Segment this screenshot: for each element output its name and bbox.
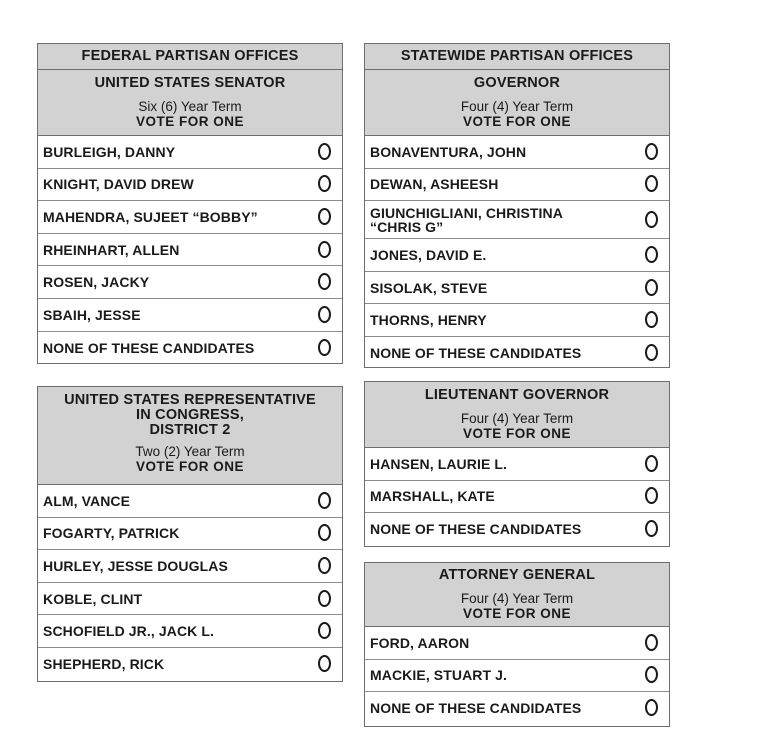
candidate-name-line: NONE OF THESE CANDIDATES — [370, 345, 582, 362]
representative-office-name-1: UNITED STATES REPRESENTATIVE — [64, 392, 316, 408]
vote-oval[interactable] — [645, 246, 658, 263]
attorney-general-candidate-list — [365, 627, 669, 725]
candidate-name — [43, 275, 183, 289]
candidate-row[interactable] — [365, 201, 669, 239]
vote-oval[interactable] — [318, 492, 331, 509]
candidate-name-line: SCHOFIELD JR., JACK L. — [43, 623, 214, 640]
attorney-general-office-name: ATTORNEY GENERAL — [438, 567, 596, 583]
lieutenant-governor-term: Four (4) Year Term — [460, 411, 574, 426]
candidate-name — [43, 526, 213, 540]
federal-senator-box — [37, 43, 343, 364]
candidate-row[interactable] — [38, 201, 342, 234]
candidate-name-line: ALM, VANCE — [43, 492, 131, 509]
candidate-name-line: HANSEN, LAURIE L. — [370, 455, 508, 472]
candidate-row[interactable] — [38, 234, 342, 267]
candidate-name — [43, 657, 198, 671]
candidate-row[interactable] — [38, 332, 342, 365]
representative-box — [37, 386, 343, 682]
vote-oval[interactable] — [318, 655, 331, 672]
candidate-name-line: SBAIH, JESSE — [43, 306, 141, 323]
governor-office-name: GOVERNOR — [473, 75, 561, 91]
senator-office-name: UNITED STATES SENATOR — [94, 75, 286, 91]
attorney-general-box — [364, 562, 670, 727]
candidate-name-line: JONES, DAVID E. — [370, 246, 487, 263]
representative-vote-instruction: VOTE FOR ONE — [135, 459, 244, 474]
candidate-name — [43, 308, 175, 322]
vote-oval[interactable] — [318, 524, 331, 541]
candidate-row[interactable] — [38, 299, 342, 332]
candidate-name — [43, 210, 292, 224]
candidate-row[interactable] — [365, 337, 669, 370]
candidate-name — [370, 701, 615, 715]
candidate-name-line: FOGARTY, PATRICK — [43, 525, 180, 542]
candidate-name-line: MARSHALL, KATE — [370, 488, 495, 505]
candidate-row[interactable] — [365, 660, 669, 693]
candidate-name-line: KNIGHT, DAVID DREW — [43, 176, 194, 193]
vote-oval[interactable] — [318, 143, 331, 160]
candidate-name — [43, 243, 213, 257]
candidate-name — [43, 592, 176, 606]
attorney-general-term: Four (4) Year Term — [460, 591, 574, 606]
vote-oval[interactable] — [645, 175, 658, 192]
vote-oval[interactable] — [318, 590, 331, 607]
candidate-row[interactable] — [365, 239, 669, 272]
candidate-name — [43, 559, 262, 573]
representative-office-name-2: IN CONGRESS, — [136, 407, 244, 423]
candidate-row[interactable] — [38, 266, 342, 299]
vote-oval[interactable] — [645, 344, 658, 361]
candidate-name-line: HURLEY, JESSE DOUGLAS — [43, 557, 228, 574]
candidate-row[interactable] — [365, 627, 669, 660]
lieutenant-governor-vote-instruction: VOTE FOR ONE — [462, 426, 571, 441]
candidate-name-line: BONAVENTURA, JOHN — [370, 143, 527, 160]
representative-candidate-list — [38, 485, 342, 681]
candidate-name — [370, 177, 532, 191]
vote-oval[interactable] — [645, 487, 658, 504]
candidate-name-line: KOBLE, CLINT — [43, 590, 143, 607]
lieutenant-governor-candidate-list — [365, 448, 669, 546]
candidate-row[interactable] — [38, 518, 342, 551]
candidate-name — [370, 248, 520, 262]
lieutenant-governor-box — [364, 381, 670, 547]
vote-oval[interactable] — [318, 241, 331, 258]
vote-oval[interactable] — [645, 311, 658, 328]
candidate-name — [370, 346, 615, 360]
vote-oval[interactable] — [318, 306, 331, 323]
representative-office-name-3: DISTRICT 2 — [149, 422, 231, 438]
candidate-name-line: MACKIE, STUART J. — [370, 667, 508, 684]
candidate-name — [370, 668, 541, 682]
candidate-name-line: “CHRIS G” — [370, 218, 444, 235]
candidate-name-line: DEWAN, ASHEESH — [370, 176, 499, 193]
candidate-name — [370, 457, 541, 471]
governor-candidate-list — [365, 136, 669, 370]
candidate-row[interactable] — [365, 448, 669, 481]
candidate-name-line: FORD, AARON — [370, 634, 470, 651]
vote-oval[interactable] — [318, 622, 331, 639]
candidate-name-line: RHEINHART, ALLEN — [43, 241, 180, 258]
candidate-name-line: THORNS, HENRY — [370, 312, 487, 329]
candidate-name-line: SISOLAK, STEVE — [370, 279, 488, 296]
candidate-row[interactable] — [365, 692, 669, 725]
vote-oval[interactable] — [318, 339, 331, 356]
lieutenant-governor-header — [365, 382, 669, 448]
candidate-row[interactable] — [38, 136, 342, 169]
senator-header — [38, 70, 342, 136]
candidate-name — [43, 145, 209, 159]
candidate-name-line: MAHENDRA, SUJEET “BOBBY” — [43, 208, 258, 225]
candidate-row[interactable] — [38, 615, 342, 648]
statewide-governor-box — [364, 43, 670, 368]
senator-vote-instruction: VOTE FOR ONE — [135, 114, 244, 129]
candidate-name — [370, 313, 521, 327]
candidate-name-line: NONE OF THESE CANDIDATES — [370, 521, 582, 538]
vote-oval[interactable] — [318, 208, 331, 225]
candidate-row[interactable] — [38, 583, 342, 616]
candidate-name-line: NONE OF THESE CANDIDATES — [43, 339, 255, 356]
vote-oval[interactable] — [645, 634, 658, 651]
candidate-row[interactable] — [38, 550, 342, 583]
candidate-name — [43, 177, 228, 191]
candidate-name-line: SHEPHERD, RICK — [43, 656, 165, 673]
governor-header — [365, 70, 669, 136]
lieutenant-governor-office-name: LIEUTENANT GOVERNOR — [424, 387, 610, 403]
candidate-row[interactable] — [365, 169, 669, 202]
candidate-row[interactable] — [38, 169, 342, 202]
vote-oval[interactable] — [645, 455, 658, 472]
representative-term: Two (2) Year Term — [135, 444, 245, 459]
candidate-name — [43, 341, 288, 355]
candidate-name-line: BURLEIGH, DANNY — [43, 143, 176, 160]
vote-oval[interactable] — [645, 211, 658, 228]
vote-oval[interactable] — [318, 557, 331, 574]
senator-candidate-list — [38, 136, 342, 364]
candidate-row[interactable] — [365, 304, 669, 337]
candidate-name — [370, 206, 597, 234]
candidate-name — [43, 494, 164, 508]
candidate-name — [43, 624, 248, 638]
candidate-name-line: ROSEN, JACKY — [43, 274, 150, 291]
candidate-row[interactable] — [38, 485, 342, 518]
statewide-section-title: STATEWIDE PARTISAN OFFICES — [365, 44, 669, 70]
candidate-name-line: GIUNCHIGLIANI, CHRISTINA — [370, 204, 563, 221]
governor-vote-instruction: VOTE FOR ONE — [462, 114, 571, 129]
governor-term: Four (4) Year Term — [460, 99, 574, 114]
attorney-general-vote-instruction: VOTE FOR ONE — [462, 606, 571, 621]
candidate-name — [370, 522, 615, 536]
candidate-name — [370, 145, 560, 159]
vote-oval[interactable] — [318, 175, 331, 192]
attorney-general-header — [365, 563, 669, 627]
representative-header — [38, 387, 342, 485]
candidate-name-line: NONE OF THESE CANDIDATES — [370, 700, 582, 717]
vote-oval[interactable] — [645, 699, 658, 716]
candidate-row[interactable] — [365, 513, 669, 546]
candidate-name — [370, 281, 521, 295]
vote-oval[interactable] — [645, 520, 658, 537]
vote-oval[interactable] — [318, 273, 331, 290]
federal-section-title: FEDERAL PARTISAN OFFICES — [38, 44, 342, 70]
candidate-row[interactable] — [38, 648, 342, 681]
candidate-row[interactable] — [365, 481, 669, 514]
candidate-row[interactable] — [365, 136, 669, 169]
candidate-name — [370, 489, 529, 503]
vote-oval[interactable] — [645, 143, 658, 160]
candidate-row[interactable] — [365, 272, 669, 305]
vote-oval[interactable] — [645, 279, 658, 296]
senator-term: Six (6) Year Term — [138, 99, 242, 114]
candidate-name — [370, 636, 503, 650]
vote-oval[interactable] — [645, 666, 658, 683]
